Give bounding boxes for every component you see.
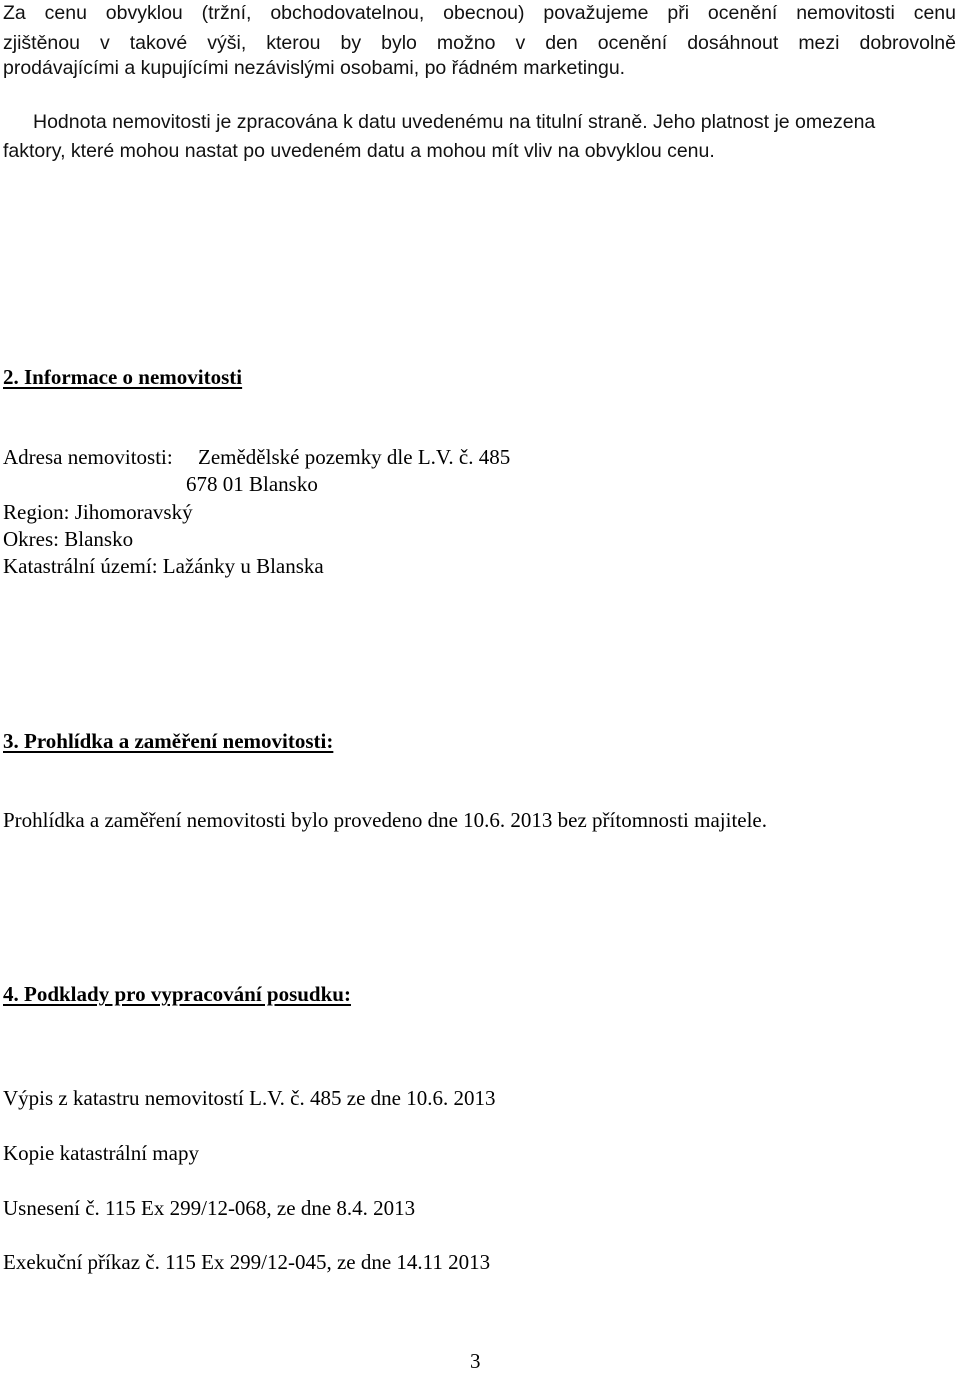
inspection-text: Prohlídka a zaměření nemovitosti bylo provedeno dne 10.6. 2013 bez přítomnosti majitele. xyxy=(3,808,767,832)
address-label: Adresa nemovitosti: xyxy=(3,445,173,469)
address-city: 678 01 Blansko xyxy=(186,472,318,496)
source-item: Kopie katastrální mapy xyxy=(3,1141,199,1165)
source-item: Exekuční příkaz č. 115 Ex 299/12-045, ze dne 14.11 2013 xyxy=(3,1250,491,1274)
intro-paragraph-2-line-2: faktory, které mohou nastat po uvedeném datu a mohou mít vliv na obvyklou cenu. xyxy=(3,140,715,162)
cadastral-area: Katastrální území: Lažánky u Blanska xyxy=(3,554,324,578)
address-value: Zemědělské pozemky dle L.V. č. 485 xyxy=(198,445,511,469)
page-number: 3 xyxy=(470,1349,481,1373)
region: Region: Jihomoravský xyxy=(3,500,193,524)
section-4-heading: 4. Podklady pro vypracování posudku: xyxy=(3,982,351,1006)
intro-paragraph-1-line-3: prodávajícími a kupujícími nezávislými osobami, po řádném marketingu. xyxy=(3,57,626,79)
intro-paragraph-2-line-1: Hodnota nemovitosti je zpracována k datu uvedenému na titulní straně. Jeho platnost je omezena xyxy=(33,111,876,133)
source-item: Výpis z katastru nemovitostí L.V. č. 485 ze dne 10.6. 2013 xyxy=(3,1086,496,1110)
source-item: Usnesení č. 115 Ex 299/12-068, ze dne 8.4. 2013 xyxy=(3,1196,416,1220)
district: Okres: Blansko xyxy=(3,527,134,551)
intro-paragraph-1-line-2: zjištěnou v takové výši, kterou by bylo možno v den ocenění dosáhnout mezi dobrovolně xyxy=(3,32,956,54)
section-3-heading: 3. Prohlídka a zaměření nemovitosti: xyxy=(3,729,334,753)
intro-paragraph-1-line-1: Za cenu obvyklou (tržní, obchodovatelnou, obecnou) považujeme při ocenění nemovitosti cenu xyxy=(3,2,956,24)
section-2-heading: 2. Informace o nemovitosti xyxy=(3,365,243,389)
